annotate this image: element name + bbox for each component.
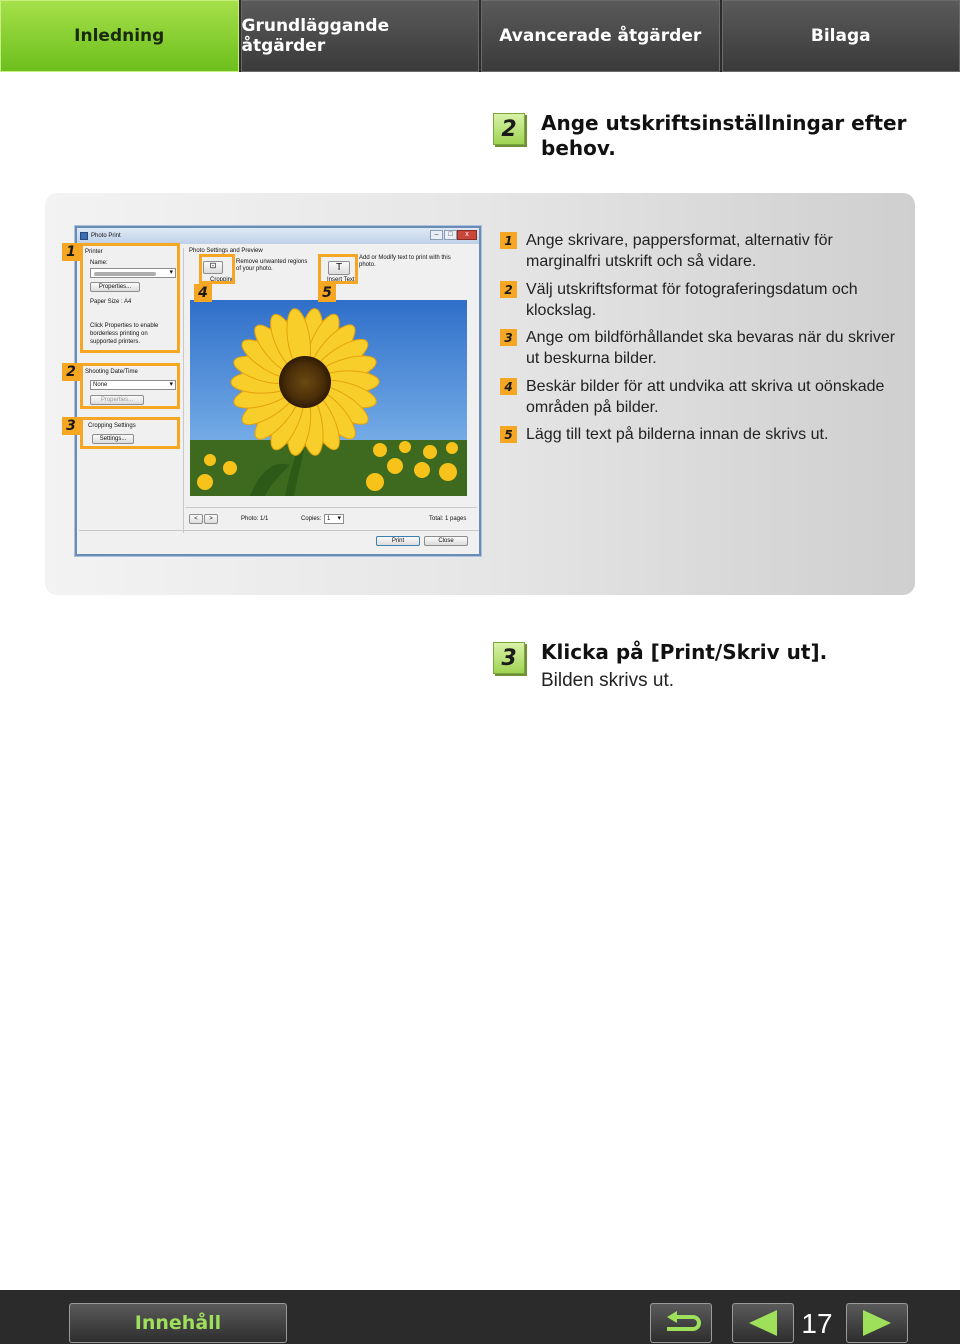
photo-counter: Photo: 1/1 xyxy=(241,516,269,522)
total-pages: Total: 1 pages xyxy=(429,516,467,522)
crop-icon[interactable]: ⊡ xyxy=(203,261,223,274)
legend-number: 1 xyxy=(500,232,517,249)
return-button[interactable] xyxy=(650,1303,712,1343)
legend-number: 5 xyxy=(500,426,517,443)
minimize-icon[interactable]: – xyxy=(430,230,443,240)
maximize-icon[interactable]: □ xyxy=(444,230,457,240)
callout-number-2: 2 xyxy=(62,363,80,381)
callout-frame-insert-text xyxy=(318,254,358,284)
preview-group-label: Photo Settings and Preview xyxy=(189,248,263,254)
dialog-titlebar xyxy=(77,228,479,244)
column-divider xyxy=(183,248,184,533)
triangle-left-icon xyxy=(743,1308,783,1338)
cropping-settings-button[interactable]: Settings... xyxy=(92,434,134,444)
insert-text-icon[interactable]: T xyxy=(328,261,350,275)
top-tab-bar xyxy=(0,0,960,72)
callout-number-1: 1 xyxy=(62,243,80,261)
tab-avancerade-atgarder[interactable]: Avancerade åtgärder xyxy=(481,0,720,72)
next-page-button[interactable] xyxy=(846,1303,908,1343)
cropping-button-label[interactable]: Cropping xyxy=(210,277,235,283)
insert-text-description-line1: Add or Modify text to print with this xyxy=(359,255,451,261)
tab-grundlaggande-atgarder[interactable]: Grundläggande åtgärder xyxy=(241,0,480,72)
date-format-select[interactable]: None ▾ xyxy=(90,380,176,390)
page-number: 17 xyxy=(801,1308,833,1339)
legend-number: 2 xyxy=(500,281,517,298)
close-button[interactable]: Close xyxy=(424,536,468,546)
callout-number-5: 5 xyxy=(318,284,336,302)
legend-number: 4 xyxy=(500,378,517,395)
return-arrow-icon xyxy=(659,1309,703,1337)
cropping-group-label: Cropping Settings xyxy=(88,423,136,429)
legend-text: Välj utskriftsformat för fotograferingsdatum och klockslag. xyxy=(526,281,858,319)
app-icon xyxy=(80,232,88,240)
tab-bilaga[interactable]: Bilaga xyxy=(722,0,960,72)
borderless-note-line2: borderless printing on xyxy=(90,331,148,337)
dialog-footer-divider xyxy=(79,530,479,531)
tab-inledning[interactable]: Inledning xyxy=(0,0,239,72)
step-2-badge: 2 xyxy=(493,113,525,145)
callout-frame-crop xyxy=(199,254,235,284)
borderless-note-line3: supported printers. xyxy=(90,339,141,345)
previous-page-button[interactable] xyxy=(732,1303,794,1343)
copies-input[interactable]: 1 ▾ xyxy=(324,514,344,524)
borderless-note-line1: Click Properties to enable xyxy=(90,323,159,329)
legend-text: Ange skrivare, pappersformat, alternativ för marginalfri utskrift och så vidare. xyxy=(526,232,833,270)
date-properties-button[interactable]: Properties... xyxy=(90,395,144,405)
legend-text: Ange om bildförhållandet ska bevaras när du skriver ut beskurna bilder. xyxy=(526,329,896,367)
callout-number-4: 4 xyxy=(194,284,212,302)
printer-properties-button[interactable]: Properties... xyxy=(90,282,140,292)
legend-number: 3 xyxy=(500,329,517,346)
preview-footer-divider xyxy=(185,507,477,508)
sunflower-preview-image xyxy=(190,300,467,496)
callout-frame-cropping xyxy=(80,417,180,449)
insert-text-description-line2: photo. xyxy=(359,262,376,268)
sunflower-photo xyxy=(190,300,467,496)
triangle-right-icon xyxy=(857,1308,897,1338)
legend-text: Lägg till text på bilderna innan de skrivs ut. xyxy=(526,426,829,443)
crop-description-line1: Remove unwanted regions xyxy=(236,259,308,265)
step-3-subtitle: Bilden skrivs ut. xyxy=(541,670,675,691)
crop-description-line2: of your photo. xyxy=(236,266,273,272)
contents-button[interactable]: Innehåll xyxy=(69,1303,287,1343)
callout-frame-date xyxy=(80,363,180,409)
step-2-title-line2: behov. xyxy=(541,136,616,160)
print-button[interactable]: Print xyxy=(376,536,420,546)
printer-name-label: Name: xyxy=(90,260,108,266)
paper-size-label: Paper Size : A4 xyxy=(90,299,132,305)
insert-text-button-label[interactable]: Insert Text xyxy=(327,277,355,283)
copies-label: Copies: xyxy=(301,516,322,522)
step-2-title xyxy=(541,111,941,161)
step-3-title: Klicka på [Print/Skriv ut]. xyxy=(541,640,828,664)
date-group-label: Shooting Date/Time xyxy=(85,369,138,375)
dialog-title: Photo Print xyxy=(91,233,121,239)
previous-photo-button[interactable]: < xyxy=(189,514,203,524)
legend-text: Beskär bilder för att undvika att skriva ut oönskade områden på bilder. xyxy=(526,378,885,416)
step-3-badge: 3 xyxy=(493,642,525,674)
step-2-title-line1: Ange utskriftsinställningar efter xyxy=(541,111,907,135)
callout-number-3: 3 xyxy=(62,417,80,435)
next-photo-button[interactable]: > xyxy=(204,514,218,524)
close-icon[interactable]: x xyxy=(457,230,477,240)
printer-group-label: Printer xyxy=(85,249,103,255)
callout-frame-printer xyxy=(80,243,180,353)
